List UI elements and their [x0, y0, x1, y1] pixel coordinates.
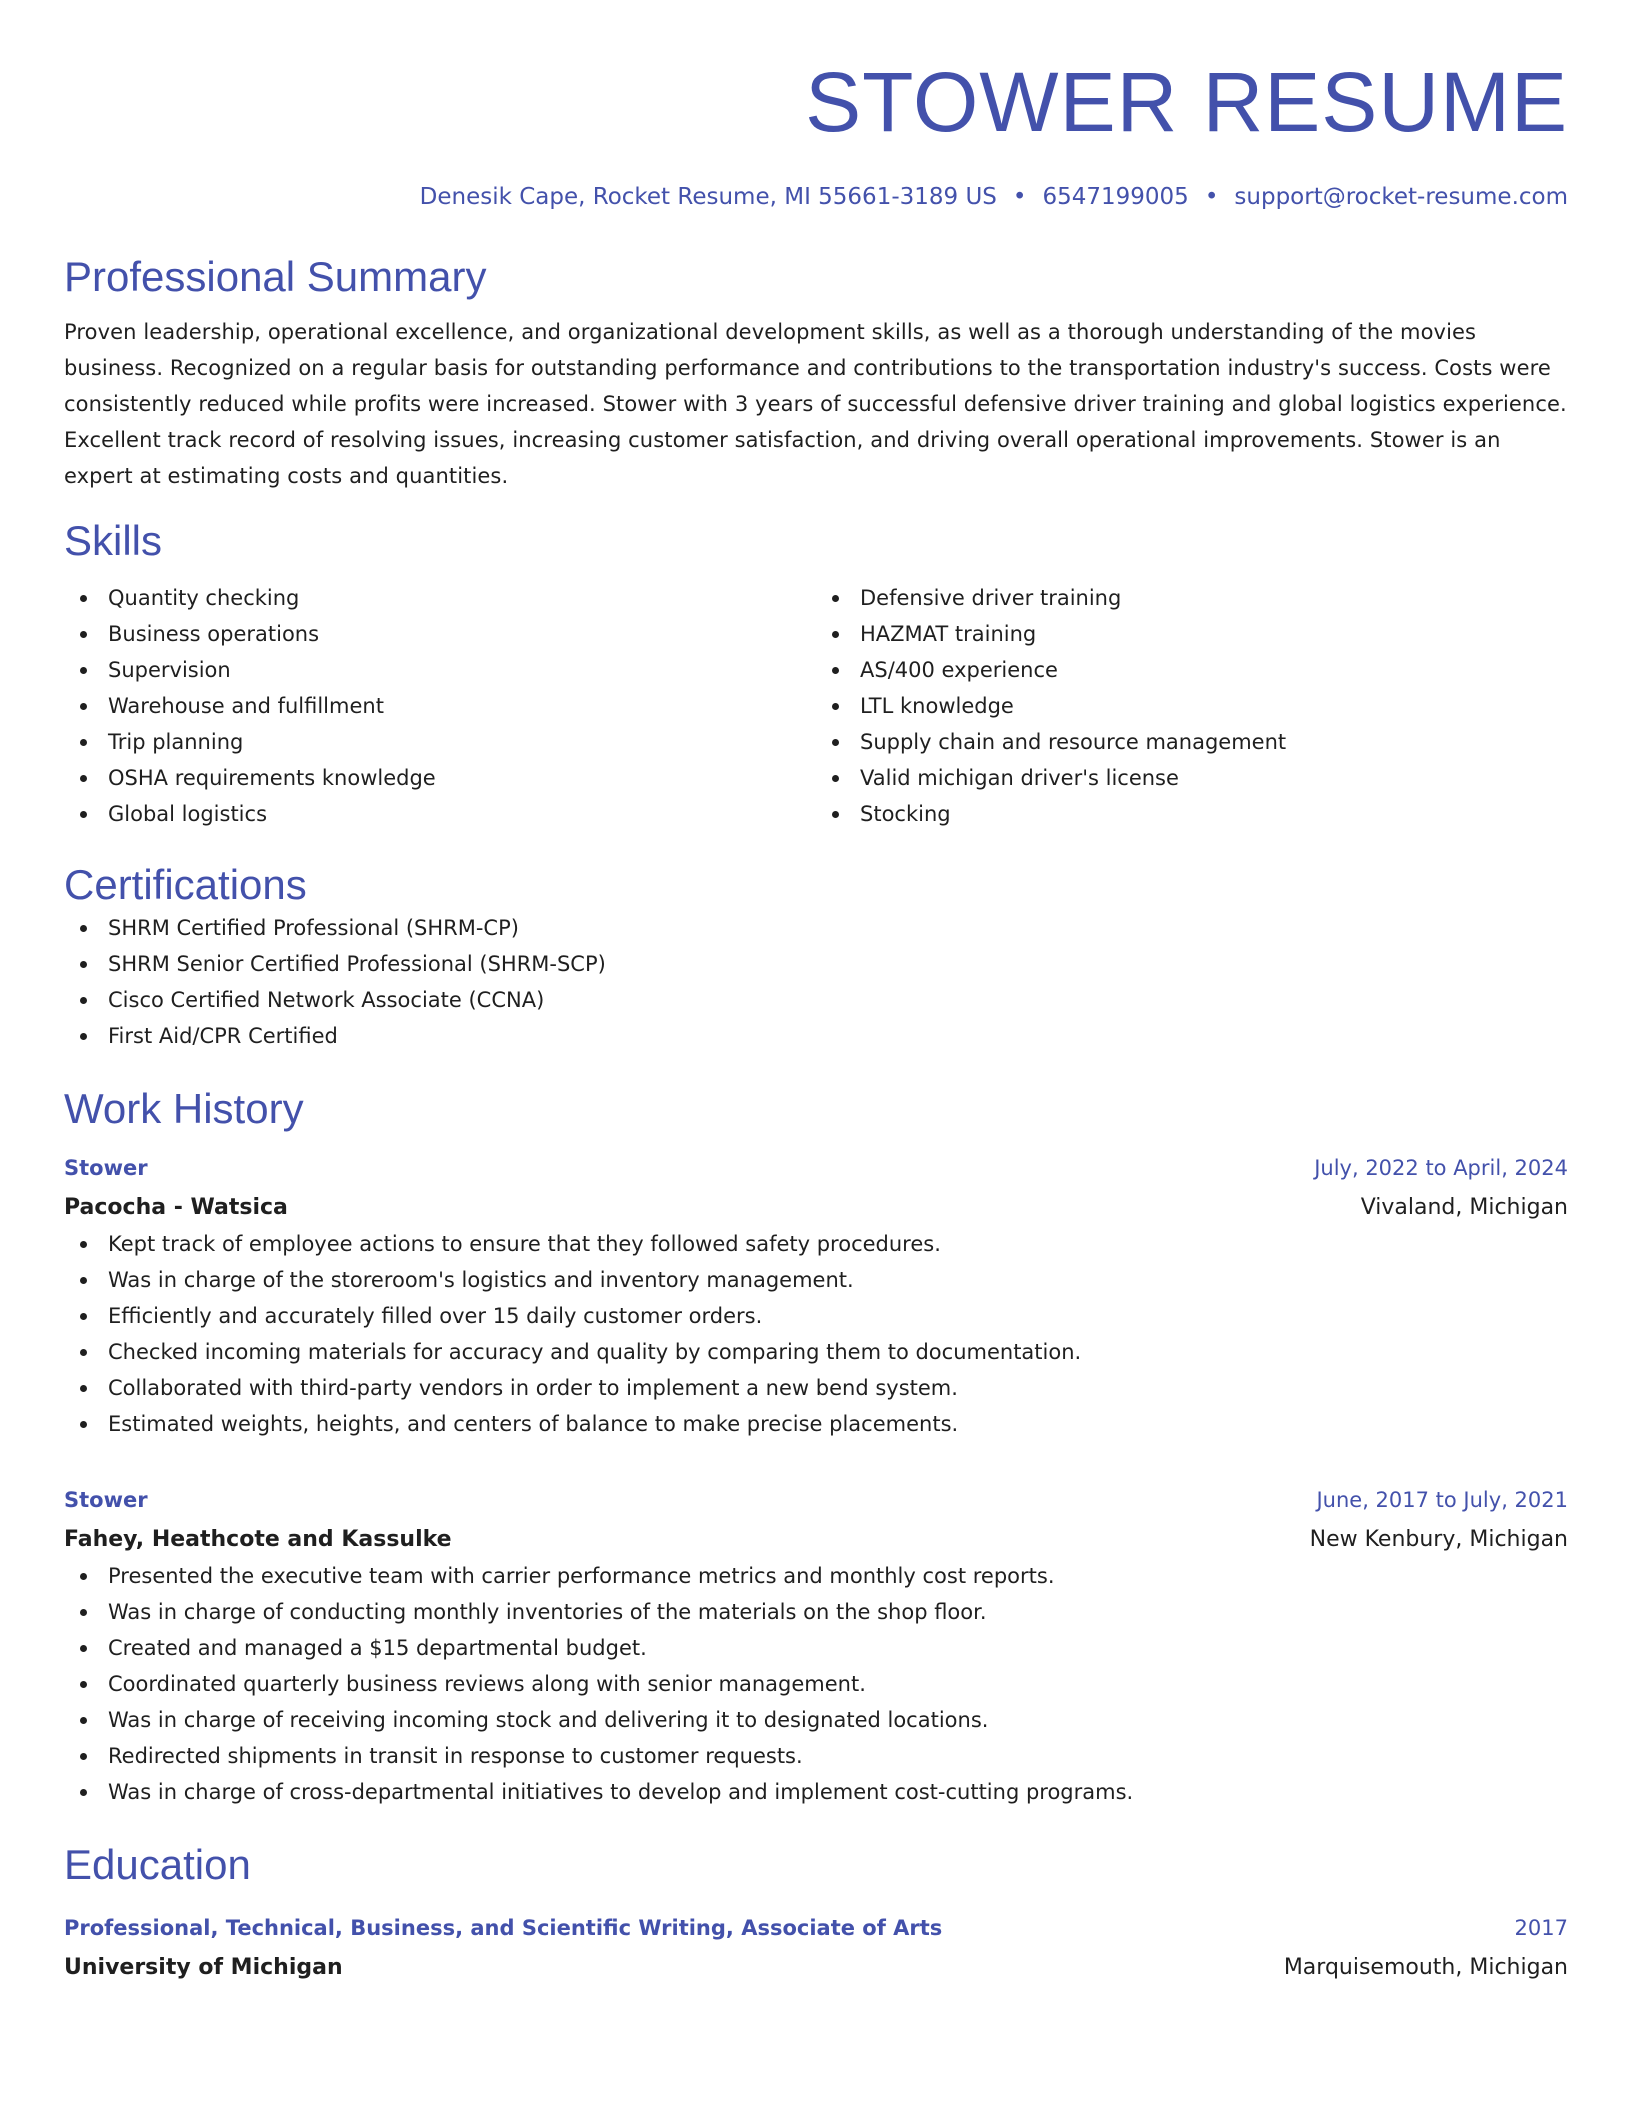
job-duties-list	[64, 1558, 1568, 1810]
skill-item: Trip planning	[64, 724, 816, 760]
skill-item: Global logistics	[64, 796, 816, 832]
skill-item: OSHA requirements knowledge	[64, 760, 816, 796]
skill-item: Business operations	[64, 616, 816, 652]
skill-item: LTL knowledge	[816, 688, 1568, 724]
certification-item: SHRM Senior Certified Professional (SHRM-SCP)	[64, 946, 1568, 982]
certification-item: First Aid/CPR Certified	[64, 1018, 1568, 1054]
address: Denesik Cape, Rocket Resume, MI 55661-3189 US	[419, 184, 997, 210]
certifications-heading: Certifications	[64, 861, 307, 908]
job-location: New Kenbury, Michigan	[1309, 1527, 1568, 1552]
job-dates: June, 2017 to July, 2021	[1316, 1488, 1568, 1512]
job-duty: Checked incoming materials for accuracy and quality by comparing them to documentation.	[64, 1334, 1568, 1370]
degree-title: Professional, Technical, Business, and Scientific Writing, Associate of Arts	[64, 1916, 943, 1940]
job-location: Vivaland, Michigan	[1360, 1195, 1568, 1220]
skills-column-right	[816, 580, 1568, 832]
school-location: Marquisemouth, Michigan	[1283, 1955, 1568, 1980]
job-header-row	[64, 1482, 1568, 1518]
certification-item: SHRM Certified Professional (SHRM-CP)	[64, 910, 1568, 946]
job-entry	[64, 1150, 1568, 1442]
company-name: Fahey, Heathcote and Kassulke	[64, 1527, 452, 1552]
job-duty: Collaborated with third-party vendors in order to implement a new bend system.	[64, 1370, 1568, 1406]
job-header-row	[64, 1150, 1568, 1186]
graduation-year: 2017	[1514, 1916, 1568, 1940]
job-duties-list	[64, 1226, 1568, 1442]
job-duty: Created and managed a $15 departmental budget.	[64, 1630, 1568, 1666]
certification-item: Cisco Certified Network Associate (CCNA)	[64, 982, 1568, 1018]
skill-item: Quantity checking	[64, 580, 816, 616]
skills-heading: Skills	[64, 517, 163, 564]
school-name: University of Michigan	[64, 1955, 343, 1980]
skills-column-left	[64, 580, 816, 832]
skills-list-left	[64, 580, 816, 832]
company-name: Pacocha - Watsica	[64, 1195, 288, 1220]
job-entry	[64, 1482, 1568, 1810]
skill-item: Supply chain and resource management	[816, 724, 1568, 760]
summary-text: Proven leadership, operational excellence, and organizational development skills, as well as a thorough understanding of the movies business. Recognized on a regular basis for outstanding performance and contributions to the transportation industry's success. Costs were consistently reduced while profits were increased. Stower with 3 years of successful defensive driver training and global logistics experience. Excellent track record of resolving issues, increasing customer satisfaction, and driving overall operational improvements. Stower is an expert at estimating costs and quantities.	[64, 320, 1567, 488]
job-company-row	[64, 1186, 1568, 1226]
skill-item: Stocking	[816, 796, 1568, 832]
separator-dot: •	[1012, 184, 1027, 210]
skill-item: Supervision	[64, 652, 816, 688]
job-duty: Coordinated quarterly business reviews along with senior management.	[64, 1666, 1568, 1702]
work-history-heading: Work History	[64, 1085, 304, 1132]
job-dates: July, 2022 to April, 2024	[1314, 1156, 1568, 1180]
job-duty: Was in charge of the storeroom's logistics and inventory management.	[64, 1262, 1568, 1298]
job-duty: Was in charge of cross-departmental initiatives to develop and implement cost-cutting programs.	[64, 1774, 1568, 1810]
skill-item: AS/400 experience	[816, 652, 1568, 688]
degree-row	[64, 1910, 1568, 1946]
job-duty: Was in charge of receiving incoming stock and delivering it to designated locations.	[64, 1702, 1568, 1738]
contact-line	[64, 182, 1568, 212]
resume-name: STOWER RESUME	[805, 55, 1568, 149]
skills-columns	[64, 580, 1568, 832]
skill-item: Defensive driver training	[816, 580, 1568, 616]
skill-item: Valid michigan driver's license	[816, 760, 1568, 796]
job-title: Stower	[64, 1488, 148, 1512]
email: support@rocket-resume.com	[1234, 184, 1568, 210]
job-duty: Redirected shipments in transit in response to customer requests.	[64, 1738, 1568, 1774]
skill-item: HAZMAT training	[816, 616, 1568, 652]
job-duty: Estimated weights, heights, and centers of balance to make precise placements.	[64, 1406, 1568, 1442]
separator-dot: •	[1204, 184, 1219, 210]
certifications-list	[64, 910, 1568, 1054]
job-duty: Kept track of employee actions to ensure that they followed safety procedures.	[64, 1226, 1568, 1262]
skill-item: Warehouse and fulfillment	[64, 688, 816, 724]
job-title: Stower	[64, 1156, 148, 1180]
summary-heading: Professional Summary	[64, 253, 487, 300]
school-row	[64, 1946, 1568, 1986]
job-company-row	[64, 1518, 1568, 1558]
job-duty: Was in charge of conducting monthly inventories of the materials on the shop floor.	[64, 1594, 1568, 1630]
skills-list-right	[816, 580, 1568, 832]
job-duty: Presented the executive team with carrier performance metrics and monthly cost reports.	[64, 1558, 1568, 1594]
job-duty: Efficiently and accurately filled over 15 daily customer orders.	[64, 1298, 1568, 1334]
education-heading: Education	[64, 1841, 251, 1888]
phone: 6547199005	[1042, 184, 1189, 210]
education-entry	[64, 1910, 1568, 1986]
